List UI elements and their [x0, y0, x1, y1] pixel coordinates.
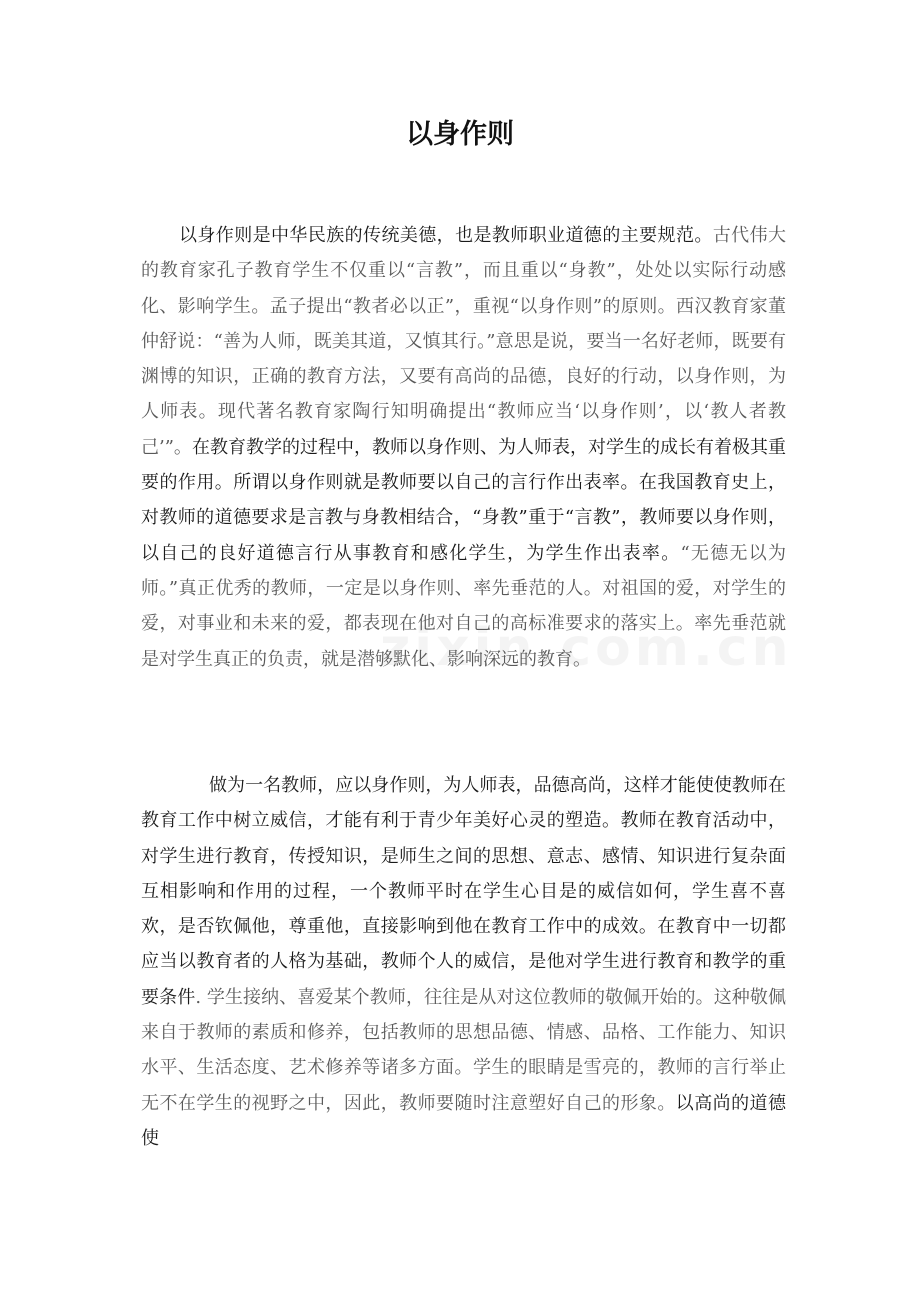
paragraph-1-sentence-3: 在教育教学的过程中，教师以身作则、为人师表，对学生的成长有着极其重要的作用。所谓以身作则就是教师要以自己的言行作出表率。在我国教育史上，对教师的道德要求是言教与身教相结合，“身教”重于“言教”，教师要以身作则，以自己的良好道德言行从事教育和感化学生，为学生作出表率。: [141, 436, 786, 564]
paragraph-2-sentence-1: 做为一名教师，应以身作则，为人师表，品德高尚，这样才能使使教师在教育工作中树立威信，才能有利于青少年美好心灵的塑造。教师在教育活动中，对学生进行教育，传授知识，是师生之间的思想、意志、感情、知识进行复杂面互相影响和作用的过程，一个教师平时在学生心目是的威信如何，学生喜不喜欢，是否钦佩他，尊重他，直接影响到他在教育工作中的成效。在教育中一切都应当以教育者的人格为基础，教师个人的威信，是他对学生进行教育和教学的重要条件: [141, 775, 786, 1008]
paragraph-2-sentence-3: 以高尚的道德使: [141, 1092, 787, 1149]
paragraph-1-sentence-4: “无德无以为师。”真正优秀的教师，一定是以身作则、率先垂范的人。对祖国的爱，对学生的爱，对事业和未来的爱，都表现在他对自己的高标准要求的落实上。率先垂范就是对学生真正的负责，就是潜够默化、影响深远的教育。: [141, 542, 787, 670]
paragraph-1-sentence-1: 以身作则是中华民族的传统美德，也是教师职业道德的主要规范。: [179, 225, 713, 246]
paragraph-1-sentence-2: 古代伟大的教育家孔子教育学生不仅重以“言教”，而且重以“身教”，处处以实际行动感化、影响学生。孟子提出“教者必以正”，重视“以身作则”的原则。西汉教育家董仲舒说：“善为人师，既美其道，又慎其行。”意思是说，要当一名好老师，既要有渊博的知识，正确的教育方法，又要有高尚的品德，良好的行动，以身作则，为人师表。现代著名教育家陶行知明确提出“教师应当‘以身作则’，以‘教人者教己’”。: [141, 225, 786, 458]
document-title: 以身作则: [406, 119, 514, 150]
paragraph-1: [141, 218, 786, 677]
paragraph-2: [141, 768, 786, 1156]
paragraph-2-sentence-2: . 学生接纳、喜爱某个教师，往往是从对这位教师的敬佩开始的。这种敬佩来自于教师的素质和修养，包括教师的思想品德、情感、品格、工作能力、知识水平、生活态度、艺术修养等诸多方面。学生的眼睛是雪亮的，教师的言行举止无不在学生的视野之中，因此，教师要随时注意塑好自己的形象。: [141, 986, 786, 1114]
